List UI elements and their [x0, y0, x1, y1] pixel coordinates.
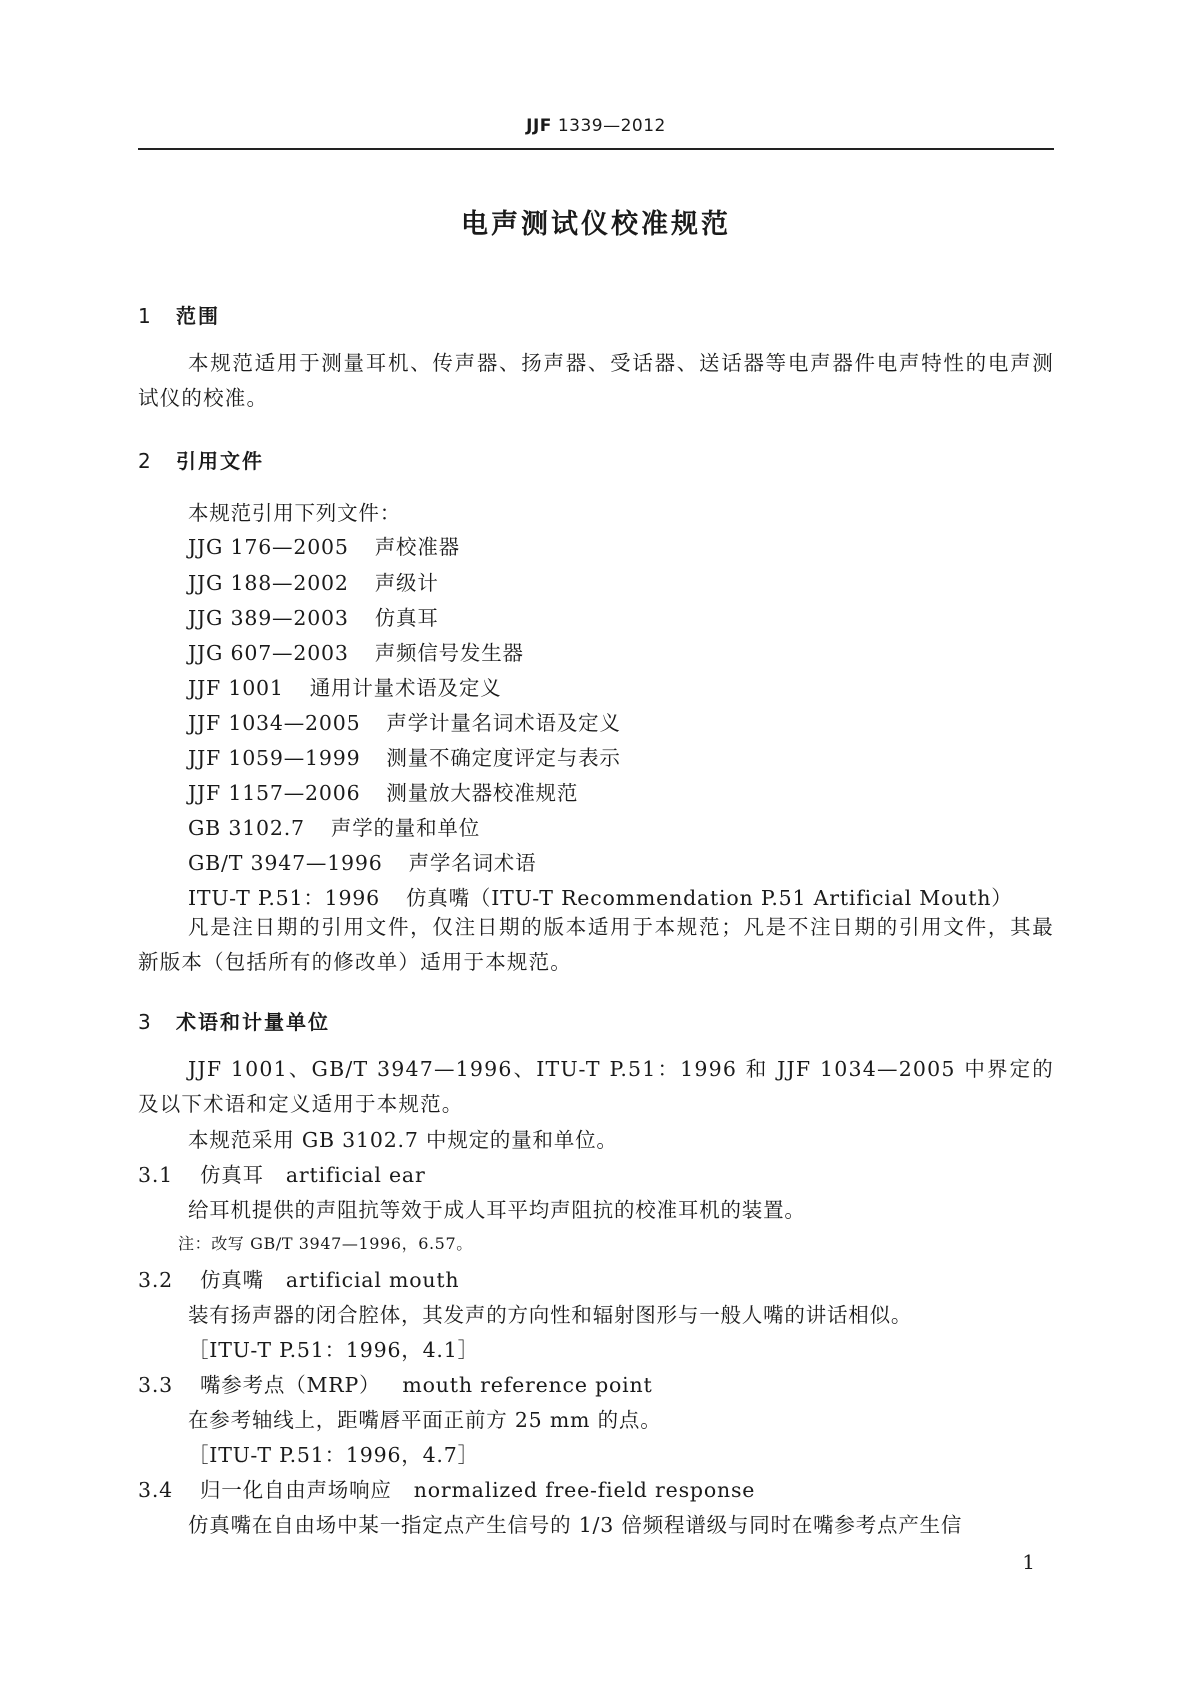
- section-2-number: 2: [138, 449, 153, 473]
- section-2-heading: [138, 445, 264, 474]
- ref-item: JJF 1157—2006 测量放大器校准规范: [188, 781, 579, 805]
- section-3-heading: [138, 1006, 330, 1035]
- term-3-2-heading: 3.2 仿真嘴 artificial mouth: [138, 1268, 460, 1292]
- section-1-heading: [138, 300, 220, 329]
- section-2-title: 引用文件: [176, 449, 264, 473]
- ref-item: JJF 1059—1999 测量不确定度评定与表示: [188, 746, 621, 770]
- term-3-2-source: ［ITU-T P.51：1996，4.1］: [188, 1338, 479, 1362]
- ref-item: JJG 389—2003 仿真耳: [188, 606, 439, 630]
- term-3-1-note: 注：改写 GB/T 3947—1996，6.57。: [178, 1234, 473, 1253]
- ref-item: ITU-T P.51：1996 仿真嘴（ITU-T Recommendation P.51 Artificial Mouth）: [188, 886, 1013, 910]
- term-3-4-definition: 仿真嘴在自由场中某一指定点产生信号的 1/3 倍频程谱级与同时在嘴参考点产生信: [188, 1513, 963, 1537]
- term-3-1-heading: 3.1 仿真耳 artificial ear: [138, 1163, 426, 1187]
- ref-item: JJG 176—2005 声校准器: [188, 535, 460, 559]
- header-std-prefix: JJF: [526, 116, 552, 136]
- ref-item: JJG 607—2003 声频信号发生器: [188, 641, 524, 665]
- term-3-3-heading: 3.3 嘴参考点（MRP） mouth reference point: [138, 1373, 653, 1397]
- header-rule: [138, 148, 1054, 150]
- section-1-title: 范围: [176, 304, 220, 328]
- term-3-2-definition: 装有扬声器的闭合腔体，其发声的方向性和辐射图形与一般人嘴的讲话相似。: [188, 1303, 913, 1327]
- term-3-3-source: ［ITU-T P.51：1996，4.7］: [188, 1443, 479, 1467]
- header-std-number: 1339—2012: [557, 116, 666, 136]
- section-3-paragraph-1: JJF 1001、GB/T 3947—1996、ITU-T P.51：1996 和 JJF 1034—2005 中界定的及以下术语和定义适用于本规范。: [138, 1057, 1054, 1116]
- term-3-4-heading: 3.4 归一化自由声场响应 normalized free-field response: [138, 1478, 756, 1502]
- section-1-number: 1: [138, 304, 153, 328]
- section-3-paragraph-2: 本规范采用 GB 3102.7 中规定的量和单位。: [188, 1128, 618, 1152]
- ref-item: GB 3102.7 声学的量和单位: [188, 816, 480, 840]
- refs-intro: 本规范引用下列文件：: [188, 501, 401, 525]
- section-3-number: 3: [138, 1010, 153, 1034]
- ref-item: JJG 188—2002 声级计: [188, 571, 439, 595]
- ref-item: JJF 1034—2005 声学计量名词术语及定义: [188, 711, 621, 735]
- page-number: 1: [1022, 1550, 1035, 1574]
- section-1-paragraph: 本规范适用于测量耳机、传声器、扬声器、受话器、送话器等电声器件电声特性的电声测试仪的校准。: [138, 351, 1054, 410]
- section-3-title: 术语和计量单位: [176, 1010, 330, 1034]
- term-3-1-definition: 给耳机提供的声阻抗等效于成人耳平均声阻抗的校准耳机的装置。: [188, 1198, 806, 1222]
- ref-item: JJF 1001 通用计量术语及定义: [188, 676, 502, 700]
- running-header: [138, 116, 1054, 136]
- term-3-3-definition: 在参考轴线上，距嘴唇平面正前方 25 mm 的点。: [188, 1408, 662, 1432]
- page-title: 电声测试仪校准规范: [461, 209, 731, 240]
- refs-closing-paragraph: 凡是注日期的引用文件，仅注日期的版本适用于本规范；凡是不注日期的引用文件，其最新版本（包括所有的修改单）适用于本规范。: [138, 915, 1054, 974]
- ref-item: GB/T 3947—1996 声学名词术语: [188, 851, 537, 875]
